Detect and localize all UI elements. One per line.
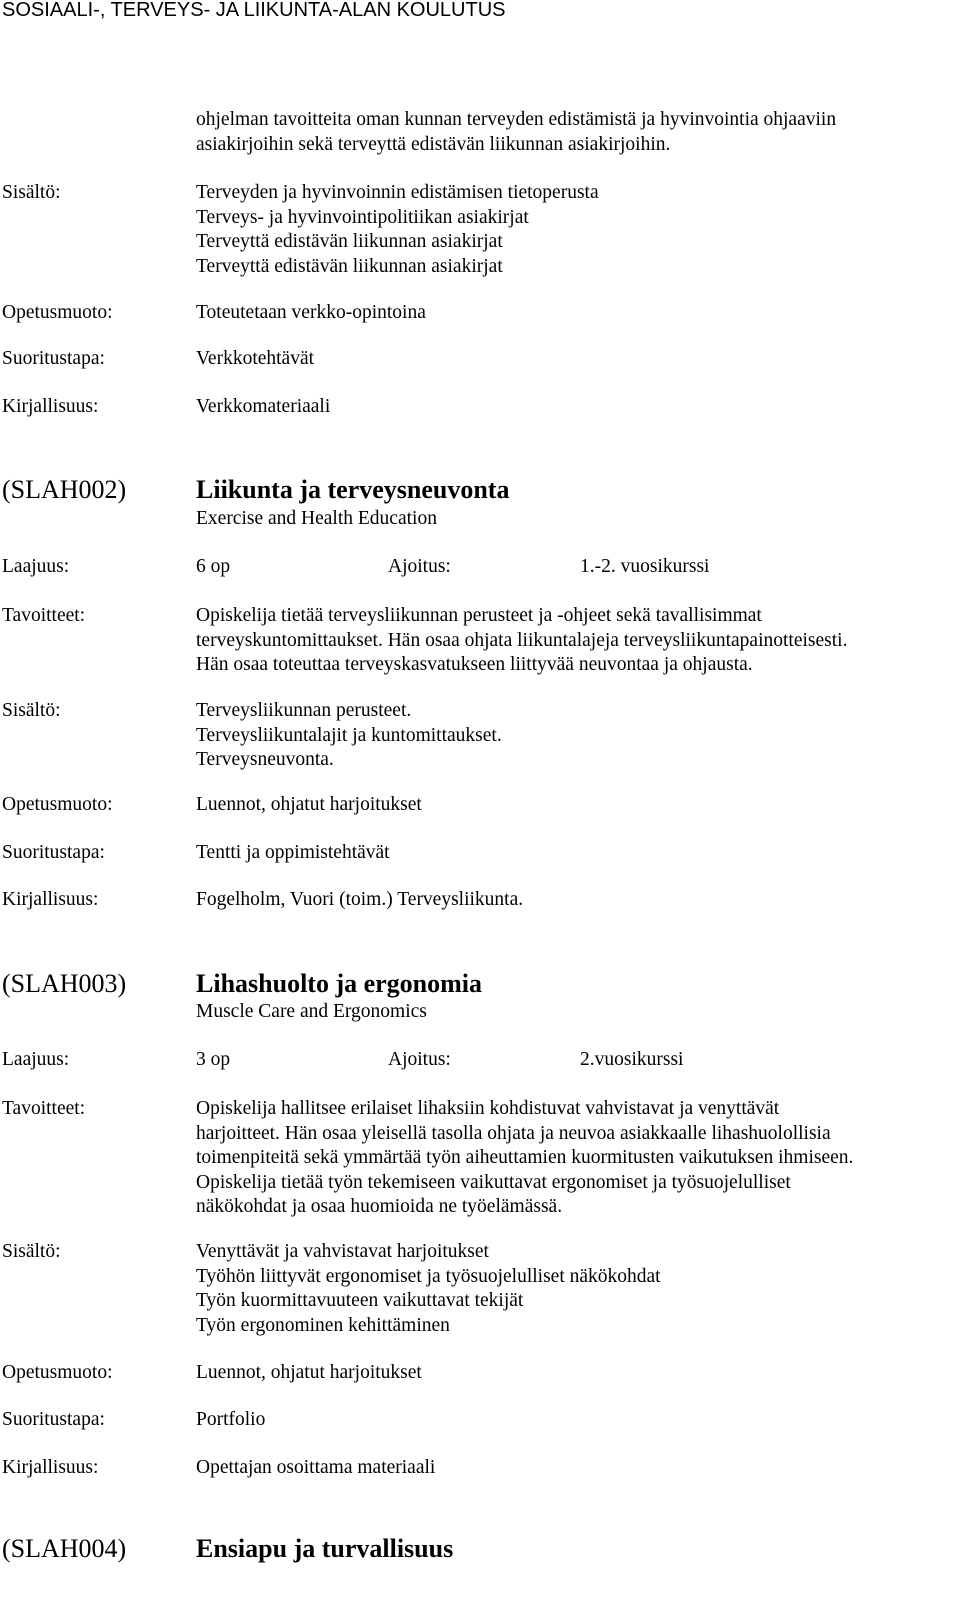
opetusmuoto-value: Luennot, ohjatut harjoitukset (196, 794, 422, 815)
sisalto-list (196, 1240, 661, 1338)
kirjallisuus-label: Kirjallisuus: (2, 396, 99, 417)
list-item: Terveyttä edistävän liikunnan asiakirjat (196, 255, 503, 277)
ajoitus-value: 2.vuosikurssi (580, 1049, 684, 1070)
ajoitus-value: 1.-2. vuosikurssi (580, 556, 710, 577)
list-item: Terveys- ja hyvinvointipolitiikan asiakirjat (196, 206, 529, 228)
course-title: Lihashuolto ja ergonomia (196, 969, 483, 998)
laajuus-value: 6 op (196, 556, 231, 577)
tavoitteet-text (196, 604, 847, 678)
list-item: Työn ergonominen kehittäminen (196, 1314, 450, 1336)
intro-line: ohjelman tavoitteita oman kunnan terveyden edistämistä ja hyvinvointia ohjaaviin (196, 109, 837, 130)
course-code: (SLAH004) (2, 1534, 127, 1563)
laajuus-label: Laajuus: (2, 556, 70, 577)
text-line: terveyskuntomittaukset. Hän osaa ohjata liikuntalajeja terveysliikuntapainotteisesti. (196, 629, 848, 651)
sisalto-list (196, 699, 502, 773)
ajoitus-label: Ajoitus: (388, 1049, 451, 1070)
course-title: Ensiapu ja turvallisuus (196, 1534, 454, 1563)
text-line: Opiskelija hallitsee erilaiset lihaksiin kohdistuvat vahvistavat ja venyttävät (196, 1098, 780, 1119)
list-item: Terveysliikunnan perusteet. (196, 700, 412, 721)
list-item: Terveysliikuntalajit ja kuntomittaukset. (196, 724, 502, 746)
suoritustapa-label: Suoritustapa: (2, 348, 105, 369)
kirjallisuus-value: Opettajan osoittama materiaali (196, 1457, 436, 1478)
suoritustapa-value: Portfolio (196, 1409, 266, 1430)
course-code: (SLAH003) (2, 969, 127, 998)
opetusmuoto-label: Opetusmuoto: (2, 1362, 113, 1383)
kirjallisuus-value: Fogelholm, Vuori (toim.) Terveysliikunta. (196, 889, 524, 910)
kirjallisuus-value: Verkkomateriaali (196, 396, 331, 417)
intro-line: asiakirjoihin sekä terveyttä edistävän liikunnan asiakirjoihin. (196, 133, 671, 155)
list-item: Terveysneuvonta. (196, 749, 334, 770)
opetusmuoto-label: Opetusmuoto: (2, 794, 113, 815)
sisalto-list (196, 181, 599, 279)
sisalto-label: Sisältö: (2, 700, 61, 721)
intro-text (196, 108, 836, 157)
sisalto-label: Sisältö: (2, 1241, 61, 1262)
opetusmuoto-label: Opetusmuoto: (2, 302, 113, 323)
page-header: SOSIAALI-, TERVEYS- JA LIIKUNTA-ALAN KOULUTUS (2, 0, 506, 21)
list-item: Venyttävät ja vahvistavat harjoitukset (196, 1241, 489, 1262)
ajoitus-label: Ajoitus: (388, 556, 451, 577)
list-item: Työn kuormittavuuteen vaikuttavat tekijät (196, 1290, 524, 1311)
laajuus-label: Laajuus: (2, 1049, 70, 1070)
opetusmuoto-value: Toteutetaan verkko-opintoina (196, 302, 426, 323)
text-line: Hän osaa toteuttaa terveyskasvatukseen liittyvää neuvontaa ja ohjausta. (196, 654, 753, 675)
suoritustapa-label: Suoritustapa: (2, 842, 105, 863)
course-subtitle: Exercise and Health Education (196, 508, 437, 529)
laajuus-value: 3 op (196, 1049, 231, 1070)
course-code: (SLAH002) (2, 475, 127, 504)
text-line: Opiskelija tietää terveysliikunnan perusteet ja -ohjeet sekä tavallisimmat (196, 605, 762, 626)
tavoitteet-label: Tavoitteet: (2, 605, 86, 626)
text-line: harjoitteet. Hän osaa yleisellä tasolla ohjata ja neuvoa asiakkaalle lihashuolollisia (196, 1122, 831, 1144)
sisalto-label: Sisältö: (2, 182, 61, 203)
opetusmuoto-value: Luennot, ohjatut harjoitukset (196, 1362, 422, 1383)
text-line: toimenpiteitä sekä ymmärtää työn aiheuttamien kuormitusten vaikutuksen ihmiseen. (196, 1147, 854, 1168)
suoritustapa-value: Verkkotehtävät (196, 348, 315, 369)
tavoitteet-text (196, 1097, 853, 1220)
course-title: Liikunta ja terveysneuvonta (196, 475, 510, 504)
suoritustapa-label: Suoritustapa: (2, 1409, 105, 1430)
text-line: näkökohdat ja osaa huomioida ne työelämässä. (196, 1196, 563, 1217)
tavoitteet-label: Tavoitteet: (2, 1098, 86, 1119)
list-item: Terveyden ja hyvinvoinnin edistämisen tietoperusta (196, 182, 599, 203)
list-item: Työhön liittyvät ergonomiset ja työsuojelulliset näkökohdat (196, 1265, 661, 1287)
kirjallisuus-label: Kirjallisuus: (2, 889, 99, 910)
list-item: Terveyttä edistävän liikunnan asiakirjat (196, 231, 503, 252)
suoritustapa-value: Tentti ja oppimistehtävät (196, 842, 390, 863)
text-line: Opiskelija tietää työn tekemiseen vaikuttavat ergonomiset ja työsuojelulliset (196, 1171, 791, 1193)
course-subtitle: Muscle Care and Ergonomics (196, 1001, 427, 1022)
kirjallisuus-label: Kirjallisuus: (2, 1457, 99, 1478)
